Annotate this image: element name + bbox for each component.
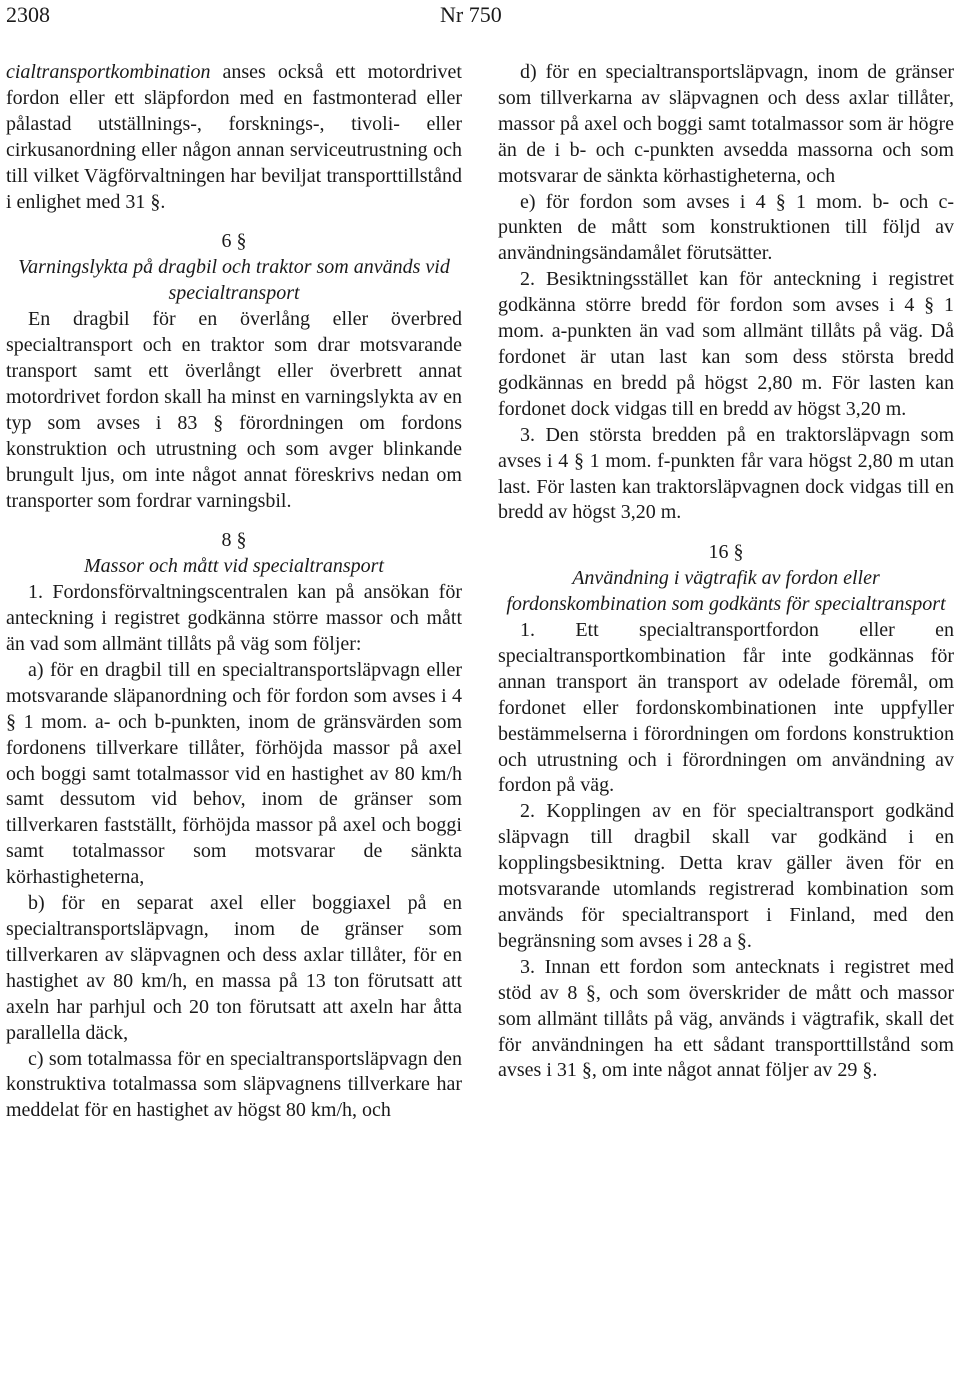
section-6-heading: 6 § xyxy=(221,230,247,253)
intro-italic-word: cialtransportkombination xyxy=(6,61,211,83)
section-16-heading: 16 § xyxy=(708,541,744,564)
section-8-item-e: e) för fordon som avses i 4 § 1 mom. b- och c-punkten de mått som konstruktionen till följd av användningsändamålet förutsätter. xyxy=(498,190,954,265)
document-number: Nr 750 xyxy=(440,2,502,27)
section-8-para-1: 1. Fordonsförvaltningscentralen kan på ansökan för anteckning i registret godkänna större massor och mått än vad som allmänt tillåts på väg som följer: xyxy=(6,581,462,656)
intro-paragraph xyxy=(6,60,462,215)
section-16-para-1: 1. Ett specialtransportfordon eller en specialtransportkombination får inte godkännas för annan transport än transport av odelade föremål, om fordonet eller fordonskombinationen inte uppfyller bestämmelserna i förordningen om fordons konstruktion och utrustning och i förordningen om användning av fordon på väg. xyxy=(498,619,954,797)
page-number: 2308 xyxy=(6,2,50,27)
intro-text: anses också ett motordrivet fordon eller ett släpfordon med en fastmonterad eller pålastad utställnings-, forsknings-, tivoli- eller cirkusanordning eller någon annan serviceutrustning och till vilket Vägförvaltningen har beviljat transporttillstånd i enlighet med 31 §. xyxy=(6,61,462,213)
section-8-heading: 8 § xyxy=(221,529,247,552)
section-6-paragraph: En dragbil för en överlång eller överbred specialtransport och en traktor som drar motsvarande transport samt ett överlångt eller överbrett annat motordrivet fordon skall ha minst en varningslykta av en typ som avses i 83 § förordningen om fordons konstruktion och utrustning och som avger blinkande brungult ljus, om inte något annat föreskrivs nedan om transporter som fordrar varningsbil. xyxy=(6,308,462,512)
section-8-para-3: 3. Den största bredden på en traktorsläpvagn som avses i 4 § 1 mom. f-punkten får vara högst 2,80 m utan last. För lasten kan traktorsläpvagnen dock vidgas till en bredd av högst 3,20 m. xyxy=(498,423,954,524)
right-column xyxy=(498,60,954,1084)
left-column xyxy=(6,60,462,1124)
section-6-title: Varningslykta på dragbil och traktor som används vid specialtransport xyxy=(18,256,450,305)
section-8-item-d: d) för en specialtransportsläpvagn, inom de gränser som tillverkarna av släpvagnen och dess axlar tillåter, massor på axel och boggi samt totalmassor som är högre än de i b- och c-punkten avsedda massorna och som motsvarar de sänkta körhastigheterna, och xyxy=(498,61,954,187)
section-8-para-2: 2. Besiktningsstället kan för anteckning i registret godkänna större bredd för fordon som avses i 4 § 1 mom. a-punkten än vad som allmänt tillåts på väg. Då fordonet är utan last kan som dess största bredd godkännas en bredd på högst 2,80 m. För lasten kan fordonet dock vidgas till en bredd av högst 3,20 m. xyxy=(498,268,954,420)
page-header xyxy=(0,0,960,30)
section-8-item-a: a) för en dragbil till en specialtransportsläpvagn eller motsvarande släpanordning och för fordon som avses i 4 § 1 mom. a- och b-punkten, inom de gränsvärden som fordonens tillverkare tillåter, förhöjda massor på axel och boggi samt totalmassor vid en hastighet av 80 km/h samt dessutom vid behov, inom de gränser som tillverkaren fastställt, förhöjda massor på axel och boggi samt totalmassor som motsvarar de sänkta körhastigheterna, xyxy=(6,658,462,889)
section-8-item-c: c) som totalmassa för en specialtransportsläpvagn den konstruktiva totalmassa som släpvagnens tillverkare har meddelat för en hastighet av högst 80 km/h, och xyxy=(6,1047,462,1122)
section-8-title: Massor och mått vid specialtransport xyxy=(84,555,384,578)
section-16-para-3: 3. Innan ett fordon som antecknats i registret med stöd av 8 §, och som överskrider de mått och massor som allmänt tillåts på väg, används i vägtrafik, skall det för användningen ha ett sådant transporttillstånd som avses i 31 §, om inte något annat följer av 29 §. xyxy=(498,955,954,1082)
section-16-title: Användning i vägtrafik av fordon eller fordonskombination som godkänts för specialtransport xyxy=(506,567,946,616)
section-16-para-2: 2. Kopplingen av en för specialtransport godkänd släpvagn till dragbil skall var godkänd i en kopplingsbesiktning. Detta krav gäller även för en motsvarande utomlands registrerad kombination som används för specialtransport i Finland, med den begränsning som avses i 28 a §. xyxy=(498,800,954,952)
section-8-item-b: b) för en separat axel eller boggiaxel på en specialtransportsläpvagn, inom de gränser som tillverkaren av släpvagnen och dess axlar tillåter, för en hastighet av 80 km/h, en massa på 13 ton förutsatt att axeln har parhjul och 20 ton förutsatt att axeln har åtta parallella däck, xyxy=(6,892,462,1044)
